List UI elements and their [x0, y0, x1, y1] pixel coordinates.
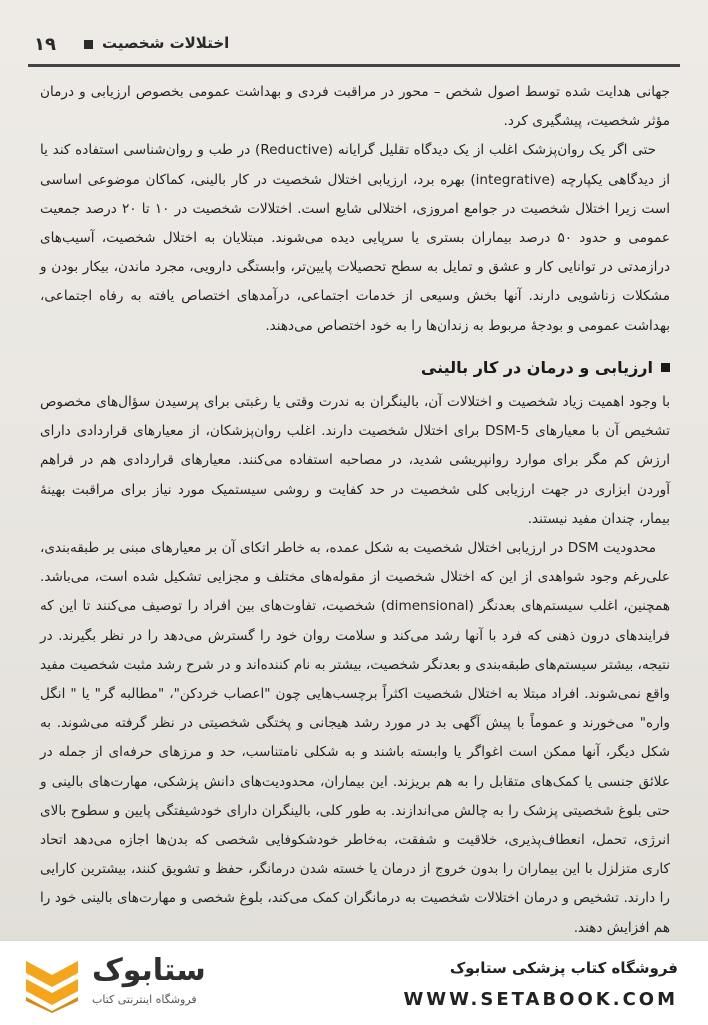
- store-name: فروشگاه کتاب پزشکی ستابوک: [449, 959, 678, 977]
- book-chevron-icon: [22, 957, 82, 1013]
- header-rule: [28, 64, 680, 67]
- section-heading-text: ارزیابی و درمان در کار بالینی: [420, 357, 653, 377]
- paragraph: با وجود اهمیت زیاد شخصیت و اختلالات آن، بالینگران به ندرت وقتی یا رغبتی برای پرسیدن سؤال‌های مخصوص تشخیص آن با معیارهای DSM-5 برای اختلال شخصیت دارند. اغلب روان‌پزشکان، از معیارهای قراردادی دارای ارزش کم مگر برای موارد روانپریشی شدید، در مصاحبه استفاده می‌کنند. معیارهای قراردادی هم در فراهم آوردن ابزاری در جهت ارزیابی کلی شخصیت در حد کفایت و روشی سیستمیک مورد نیاز برای مراقبت بهینهٔ بیمار، چندان مفید نیستند.: [40, 394, 670, 527]
- store-footer: [0, 940, 708, 1025]
- page-body: [40, 78, 670, 940]
- logo-tagline: فروشگاه اینترنتی کتاب: [92, 993, 197, 1006]
- page-number: ۱۹: [34, 34, 56, 55]
- setabook-logo[interactable]: [22, 955, 272, 1013]
- website-link[interactable]: WWW.SETABOOK.COM: [403, 989, 678, 1010]
- paragraph: جهانی هدایت شده توسط اصول شخص – محور در مراقبت فردی و بهداشت عمومی بخصوص ارزیابی و درمان مؤثر شخصیت، پیشگیری کرد.: [40, 84, 670, 130]
- heading-square-icon: [661, 363, 670, 372]
- logo-wordmark: ستابوک: [92, 953, 206, 988]
- paragraph: حتی اگر یک روان‌پزشک اغلب از یک دیدگاه تقلیل گرایانه (Reductive) در طب و روان‌شناسی استفاده کند یا از دیدگاهی یکپارچه (integrative) بهره برد، ارزیابی اختلال شخصیت در کار بالینی، کماکان موضوعی اساسی است زیرا اختلال شخصیت در جوامع امروزی، اختلالی شایع است. اختلالات شخصیت در ۱۰ تا ۲۰ درصد جمعیت عمومی و حدود ۵۰ درصد بیماران بستری یا سرپایی دیده می‌شوند. مبتلایان به اختلال شخصیت، آسیب‌های درازمدتی در توانایی کار و عشق و تمایل به سطح تحصیلات پایین‌تر، وابستگی دارویی، مجرد ماندن، بیکار بودن و مشکلات زناشویی دارند. آنها بخش وسیعی از خدمات اجتماعی، درآمدهای اختصاص یافته به رفاه اجتماعی، بهداشت عمومی و بودجهٔ مربوط به زندان‌ها را به خود اختصاص می‌دهند.: [40, 142, 671, 334]
- paragraph: محدودیت DSM در ارزیابی اختلال شخصیت به شکل عمده، به خاطر اتکای آن بر معیارهای مبنی بر طبقه‌بندی، علی‌رغم وجود شواهدی از این که اختلال شخصیت از مقوله‌های مختلف و مجزایی تشکیل شده است، می‌باشد. همچنین، اغلب سیستم‌های بعدنگر (dimensional) شخصیت، تفاوت‌های بین افراد را توصیف می‌کنند تا این که فرایندهای درون ذهنی که فرد با آنها رشد می‌کند و سلامت روان خود را گسترش می‌دهد را در نظر بگیرند. در نتیجه، بیشتر سیستم‌های طبقه‌بندی و بعدنگر شخصیت، بیشتر به نام کننده‌اند و در شرح رشد مثبت شخصیت مفید واقع نمی‌شوند. افراد مبتلا به اختلال شخصیت اکثراً برچسب‌هایی چون "اعصاب خردکن"، "مطالبه گر" یا " انگل واره" می‌خورند و عموماً با پیش آگهی بد در مورد رشد هیجانی و پختگی شخصیتی در نظر گرفته می‌شوند. به شکل دیگر، آنها ممکن است اغواگر یا وابسته باشند و به شکلی نامتناسب، حد و مرزهای حرفه‌ای از جمله در علائق جنسی یا کمک‌های متقابل را به هم بریزند. این بیماران، محدودیت‌های دانش پزشکی، مهارت‌های بالینی و حتی بلوغ شخصیتی پزشک را به چالش می‌اندازند. به طور کلی، بالینگران دارای خودشیفتگی پایین و سطوح بالای انرژی، تحمل، انعطاف‌پذیری، خلاقیت و شفقت، به‌خاطر خودشکوفایی شخصی که بدن‌ها اجازه می‌دهد اتحاد کاری متزلزل با این بیماران را بدون خروج از درمان یا خسته شدن درمانگر، حفظ و تشویق کنند، بیشترین کارایی را دارند. تشخیص و درمان اختلالات شخصیت به درمانگران کمک می‌کند، بلوغ شخصی و مهارت‌های بالینی خود را هم افزایش دهند.: [40, 540, 670, 936]
- running-title: اختلالات شخصیت: [102, 34, 230, 52]
- header-square-icon: [84, 40, 93, 49]
- page-header: [28, 28, 680, 62]
- section-heading: [40, 353, 670, 382]
